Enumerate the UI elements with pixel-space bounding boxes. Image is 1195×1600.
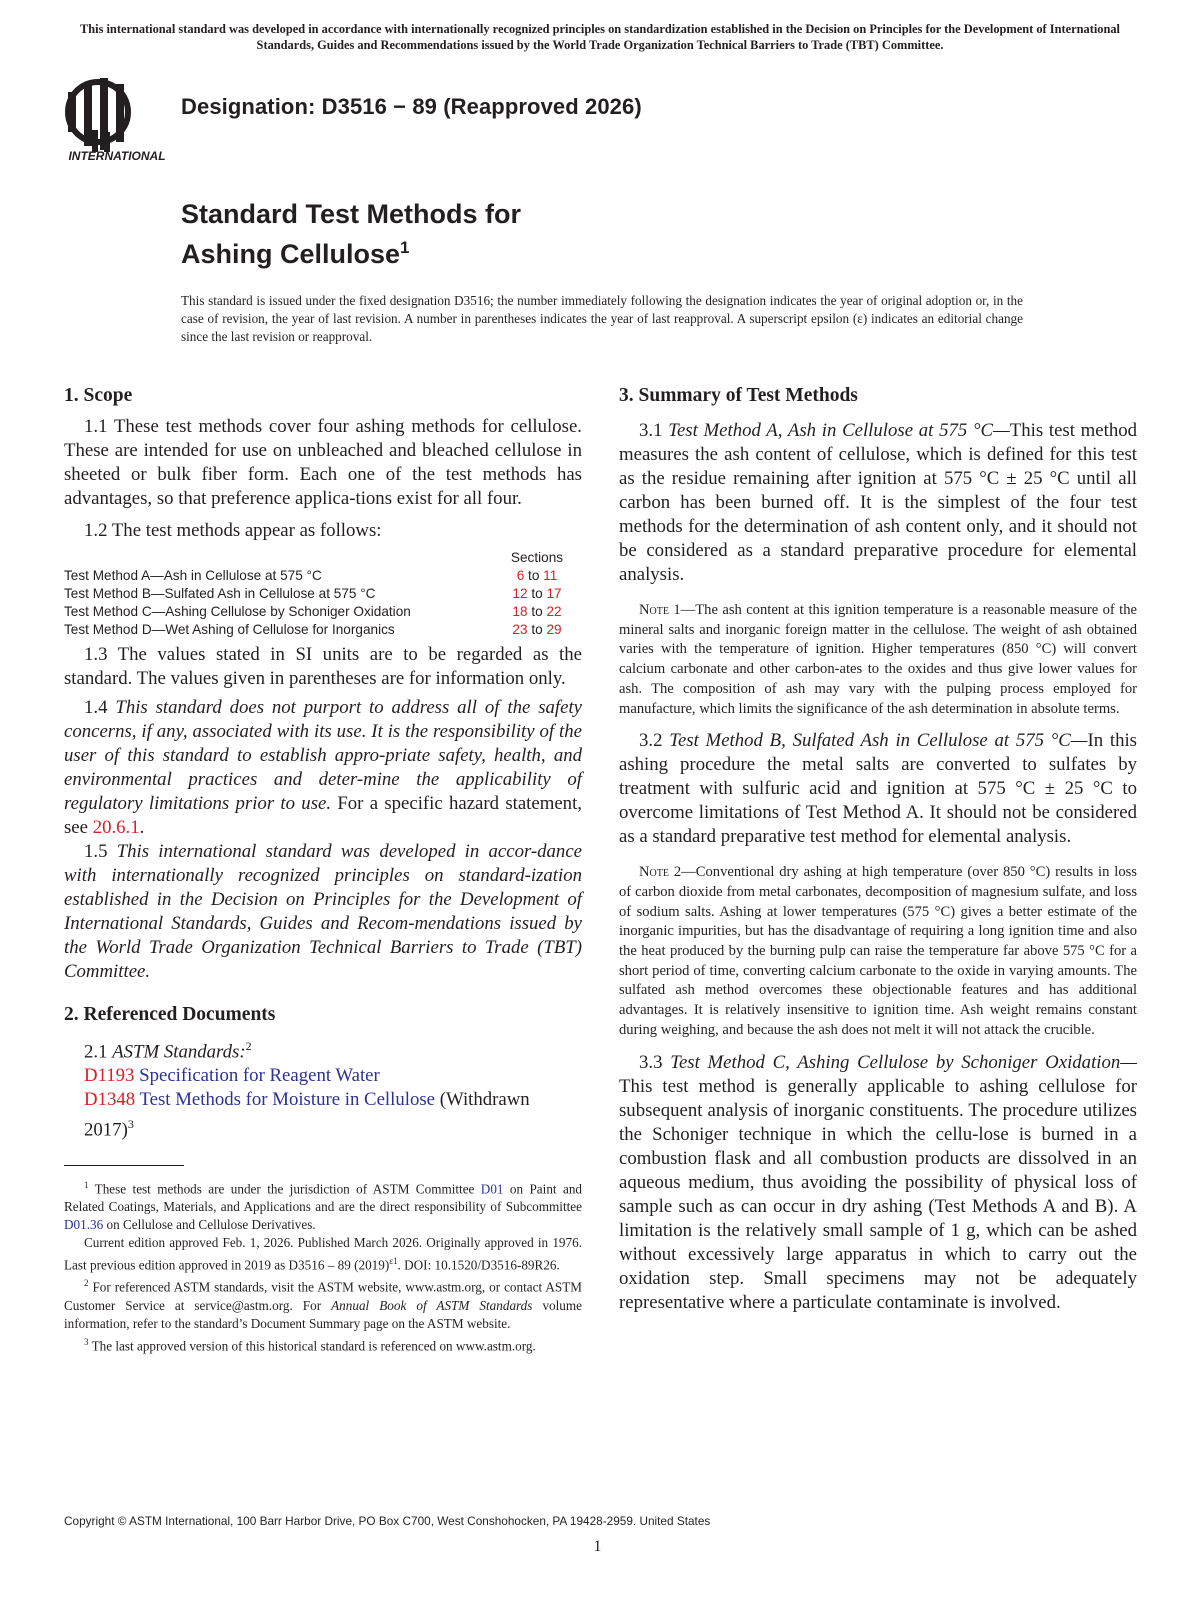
page-number: 1 [593,1538,602,1555]
para-number: 1.4 [84,696,108,718]
section-2-heading: 2. Referenced Documents [64,1003,276,1025]
section-link[interactable]: 12 [512,585,528,601]
para-3-1-italic: Test Method A, Ash in Cellulose at 575 °C— [668,420,1010,441]
para-3-3-text: This test method is generally applicable to ashing cellulose for subsequent analysis of inorganic constituents. The procedure utilizes the Schoniger technique in which the cellu-lose is burned in a combustion flask and all combustion products are dissolved in an aqueous medium, thus avoiding the possibility of physical loss of sample such as can occur in dry ashing (Test Methods A and B). A limitation is the relatively small sample of 1 g, which can be ashed without excessively large apparatus in which to carry out the oxidation step. Small specimens may not be adequately representative where a particulate contaminate is involved. [619,1075,1137,1313]
footnote-mark: 3 [127,1117,134,1132]
sections-header: Sections [510,550,564,566]
method-name: Test Method C—Ashing Cellulose by Schoniger Oxidation [64,603,411,619]
copyright-line: Copyright © ASTM International, 100 Barr Harbor Drive, PO Box C700, West Conshohocken, PA 19428-2959. United States [64,1514,711,1528]
committee-link[interactable]: D01 [480,1180,504,1196]
section-link[interactable]: 17 [546,585,562,601]
footnote-1 [64,1176,582,1234]
title-line-1: Standard Test Methods for [181,199,522,229]
footnote-mark: 3 [84,1336,89,1347]
para-3-2-italic: Test Method B, Sulfated Ash in Cellulose at 575 °C— [669,730,1088,752]
to-word: to [528,568,540,584]
section-link[interactable]: 18 [512,603,528,619]
para-1-5 [64,840,582,984]
table-row [64,567,582,585]
footnote-text: These test methods are under the jurisdiction of ASTM Committee [94,1180,475,1196]
withdrawn-note: (Withdrawn 2017) [84,1089,530,1141]
footnote-1-edition [64,1234,582,1274]
title-footnote-mark: 1 [400,238,410,257]
footnote-text: Current edition approved Feb. 1, 2026. Published March 2026. Originally approved in 1976. Last previous edition approved in 2019 as D3516 – 89 (2019) [64,1234,582,1273]
reference-item [64,1088,582,1142]
footnote-text: on Paint and Related Coatings, Materials, and Applications and are the direct responsibility of Subcommittee [64,1180,583,1214]
section-3-heading: 3. Summary of Test Methods [619,385,858,406]
to-word: to [531,585,543,601]
table-row [64,620,582,638]
astm-standards-label: ASTM Standards: [112,1041,246,1063]
footnote-text: For referenced ASTM standards, visit the ASTM website, www.astm.org, or contact ASTM Customer Service at service@astm.org. For [64,1279,582,1313]
issuance-statement: This standard is issued under the fixed designation D3516; the number immediately following the designation indicates the year of original adoption or, in the case of revision, the year of last revision. A number in parentheses indicates the year of last reapproval. A superscript epsilon (ε) indicates an editorial change since the last revision or reapproval. [181,293,1023,344]
epsilon-mark: ε1 [389,1255,398,1266]
para-1-2: 1.2 The test methods appear as follows: [84,520,382,541]
para-1-3: 1.3 The values stated in SI units are to be regarded as the standard. The values given in parentheses are for information only. [64,643,582,689]
section-link[interactable]: 11 [543,568,558,584]
to-word: to [531,621,543,637]
para-end: . [139,816,145,838]
left-column [64,385,582,1355]
footnote-3 [64,1333,582,1355]
para-number: 3.2 [639,730,663,752]
astm-logo [62,70,172,166]
para-2-1 [64,1034,582,1064]
para-3-3-italic: Test Method C, Ashing Cellulose by Schoniger Oxidation— [670,1051,1137,1073]
section-link[interactable]: 22 [546,603,562,619]
para-number: 3.3 [639,1051,663,1073]
reference-title-link[interactable]: Specification for Reagent Water [139,1065,380,1087]
hazard-ref-link[interactable]: 20.6.1 [92,816,140,838]
para-3-1-text: This test method measures the ash content of cellulose, which is defined for this test as the residue remaining after ignition at 575 °C ± 25 °C until all carbon has been burned off. It is the simplest of the four test methods for the determination of ash content only, and it should not be considered as a standard preparative procedure for elemental analysis. [619,420,1137,585]
document-title [181,198,521,271]
note-label: Note 1 [639,602,681,618]
designation: Designation: D3516 − 89 (Reapproved 2026) [181,94,642,119]
footnote-mark: 2 [84,1278,89,1289]
method-name: Test Method A—Ash in Cellulose at 575 °C [64,568,322,584]
to-word: to [531,603,543,619]
subcommittee-link[interactable]: D01.36 [64,1216,104,1232]
para-1-4-tail: For a specific hazard statement, see [64,792,582,838]
footnote-text: volume information, refer to the standard’s Document Summary page on the ASTM website. [64,1297,582,1331]
footnote-2 [64,1274,582,1332]
title-line-2: Ashing Cellulose [181,239,401,269]
para-1-5-italic: This international standard was developed in accor-dance with internationally recognized principles on standard-ization established in the Decision on Principles for the Development of International Standards, Guides and Recom-mendations issued by the World Trade Organization Technical Barriers to Trade (TBT) Committee. [64,840,582,982]
note-text: —Conventional dry ashing at high temperature (over 850 °C) results in loss of carbon dioxide from metal carbonates, decomposition of magnesium sulfate, and loss of sodium salts. Ashing at lower temperatures (575 °C) gives a better estimate of the inorganic impurities, but has the disadvantage of requiring a long ignition time and also the heat produced by the burning pulp can raise the temperature far above 575 °C for a short period of time, converting calcium carbonate to the oxide in varying amounts. The sulfated ash method overcomes these objectionable features and has additional advantages. It is relatively insensitive to ignition time. Ash weight remains constant during weighing, and because the ash does not melt it will not attack the crucible. [619,864,1137,1038]
table-row [64,585,582,603]
footnote-text: The last approved version of this historical standard is referenced on www.astm.org. [91,1338,536,1354]
reference-code-link[interactable]: D1348 [84,1089,136,1111]
top-notice: This international standard was developed in accordance with internationally recognized principles on standardization established in the Decision on Principles for the Development of International Standards, Guides and Recommendations issued by the World Trade Organization Technical Barriers to Trade (TBT) Committee. [79,22,1121,52]
doi-text: . DOI: 10.1520/D3516-89R26. [397,1257,560,1273]
para-number: 2.1 [84,1041,108,1063]
section-link[interactable]: 6 [516,568,525,584]
para-3-2-text: In this ashing procedure the metal salts are converted to sulfates by treatment with sulfuric acid and ignition at 575 °C ± 25 °C to overcome limitations of Test Method A. It should not be considered as a standard preparative test method for elemental analysis. [619,730,1137,848]
note-text: —The ash content at this ignition temperature is a reasonable measure of the mineral salts and inorganic foreign matter in the cellulose. The weight of ash obtained varies with the temperature of ignition. Higher temperatures (850 °C) will convert calcium carbonate and other carbon-ates to the oxides and thus give lower values for ash. The composition of ash may vary with the pulping process employed for manufacture, which limits the significance of the ash determination in absolute terms. [619,602,1137,717]
footnote-italic: Annual Book of ASTM Standards [331,1297,533,1313]
section-link[interactable]: 29 [546,621,562,637]
method-name: Test Method D—Wet Ashing of Cellulose for Inorganics [64,621,395,637]
test-methods-table [64,549,582,638]
para-1-1: 1.1 These test methods cover four ashing methods for cellulose. These are intended for use on unbleached and bleached cellulose in sheeted or bulk fiber form. Each one of the test methods has advantages, so that preference applica-tions exist for all four. [64,416,582,509]
reference-title-link[interactable]: Test Methods for Moisture in Cellulose [139,1089,436,1111]
para-number: 1.5 [84,840,108,862]
logo-org-text: INTERNATIONAL [68,149,166,163]
para-1-4 [64,696,582,840]
footnote-mark: 1 [84,1179,89,1190]
table-row [64,602,582,620]
footnote-mark: 2 [245,1038,252,1053]
right-column [619,385,1137,1315]
section-1-heading: 1. Scope [64,385,133,406]
para-number: 3.1 [639,420,663,441]
method-name: Test Method B—Sulfated Ash in Cellulose at 575 °C [64,585,376,601]
note-label: Note 2 [639,864,682,881]
reference-item [64,1064,582,1088]
para-3-1 [619,419,1137,587]
note-2 [619,863,1137,1040]
para-3-2 [619,729,1137,849]
section-link[interactable]: 23 [512,621,528,637]
reference-code-link[interactable]: D1193 [84,1065,135,1087]
note-1 [619,601,1137,719]
para-3-3 [619,1051,1137,1315]
footnote-text: on Cellulose and Cellulose Derivatives. [106,1216,316,1232]
para-1-4-italic: This standard does not purport to address all of the safety concerns, if any, associated with its use. It is the responsibility of the user of this standard to establish appro-priate safety, health, and environmental practices and deter-mine the applicability of regulatory limitations prior to use. [64,696,583,814]
